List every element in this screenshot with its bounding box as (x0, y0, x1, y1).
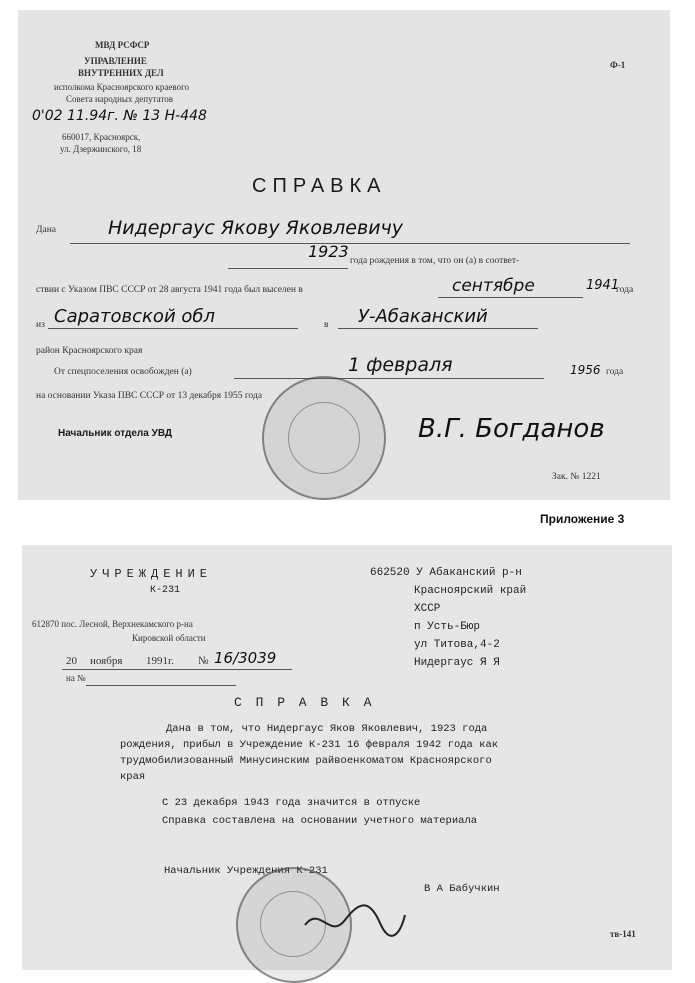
birth-text: года рождения в том, что он (а) в соответ- (350, 256, 520, 266)
given-name: Нидергаус Якову Яковлевичу (108, 217, 404, 239)
eviction-year-label: года (616, 285, 634, 295)
executive-line-2: Совета народных депутатов (66, 94, 173, 104)
institution-address-1: 612870 пос. Лесной, Верхнекамского р-на (32, 619, 193, 629)
address-line-1: 660017, Красноярск, (62, 132, 141, 142)
from-label: из (36, 320, 45, 330)
certificate-2 (22, 545, 672, 970)
eviction-month: сентябре (452, 276, 535, 296)
recipient-line: ул Титова,4-2 (414, 639, 500, 651)
reference-number: 0'02 11.94г. № 13 H-448 (32, 108, 207, 124)
to-place: У-Абаканский (358, 306, 488, 327)
release-year: 1956 (570, 363, 601, 377)
signature-scribble (300, 895, 410, 945)
body-line: Дана в том, что Нидергаус Яков Яковлевич, 1923 года (166, 723, 488, 735)
date-day: 20 (66, 655, 77, 667)
number-value: 16/3039 (214, 649, 277, 667)
form-code: тв-141 (610, 929, 636, 939)
release-year-label: года (606, 367, 624, 377)
institution-code: К-231 (150, 585, 181, 596)
chief-label: Начальник Учреждения К-231 (164, 865, 328, 877)
release-date: 1 февраля (348, 354, 453, 376)
from-region: Саратовской обл (54, 306, 215, 327)
chief-signature: В.Г. Богданов (418, 414, 605, 444)
address-line-2: ул. Дзержинского, 18 (60, 144, 142, 154)
basis-text: на основании Указа ПВС СССР от 13 декабря 1955 года (36, 391, 263, 401)
date-year: 1991г. (146, 655, 175, 667)
chief-name: В А Бабучкин (424, 883, 500, 895)
body-line: рождения, прибыл в Учреждение К-231 16 февраля 1942 года как (120, 739, 499, 751)
official-stamp (262, 376, 386, 500)
reply-to-label: на № (66, 673, 86, 683)
ministry: МВД РСФСР (95, 40, 150, 50)
certificate-1 (18, 10, 670, 500)
institution-name: УЧРЕЖДЕНИЕ (90, 567, 213, 581)
region-text: район Красноярского края (36, 346, 143, 356)
eviction-year: 1941 (586, 278, 620, 293)
birth-year: 1923 (308, 242, 349, 261)
number-label: № (198, 655, 209, 667)
released-label: От спецпоселения освобожден (а) (54, 367, 192, 377)
to-label: в (324, 320, 329, 330)
given-label: Дана (36, 225, 56, 235)
document-title: С П Р А В К А (234, 695, 375, 710)
chief-label: Начальник отдела УВД (58, 428, 173, 439)
recipient-line: Нидергаус Я Я (414, 657, 500, 669)
body-line: края (120, 771, 146, 783)
recipient-line: ХССР (414, 603, 441, 615)
department-line-1: УПРАВЛЕНИЕ (84, 56, 147, 66)
institution-address-2: Кировской области (132, 633, 206, 643)
date-month: ноября (90, 655, 123, 667)
executive-line-1: исполкома Красноярского краевого (54, 82, 190, 92)
recipient-line: п Усть-Бюр (414, 621, 481, 633)
form-code: Ф-1 (610, 60, 626, 70)
department-line-2: ВНУТРЕННИХ ДЕЛ (78, 68, 164, 78)
body-line: трудмобилизованный Минусинским райвоенкоматом Красноярского (120, 755, 492, 767)
recipient-line: Красноярский край (414, 585, 527, 597)
order-number: Зак. № 1221 (552, 472, 601, 482)
body-line: Справка составлена на основании учетного материала (162, 815, 478, 827)
body-line: С 23 декабря 1943 года значится в отпуске (162, 797, 421, 809)
appendix-caption: Приложение 3 (540, 512, 625, 526)
decree-text: ствии с Указом ПВС СССР от 28 августа 1941 года был выселен в (36, 285, 303, 295)
recipient-line: 662520 У Абаканский р-н (370, 567, 522, 579)
document-title: СПРАВКА (252, 175, 387, 197)
